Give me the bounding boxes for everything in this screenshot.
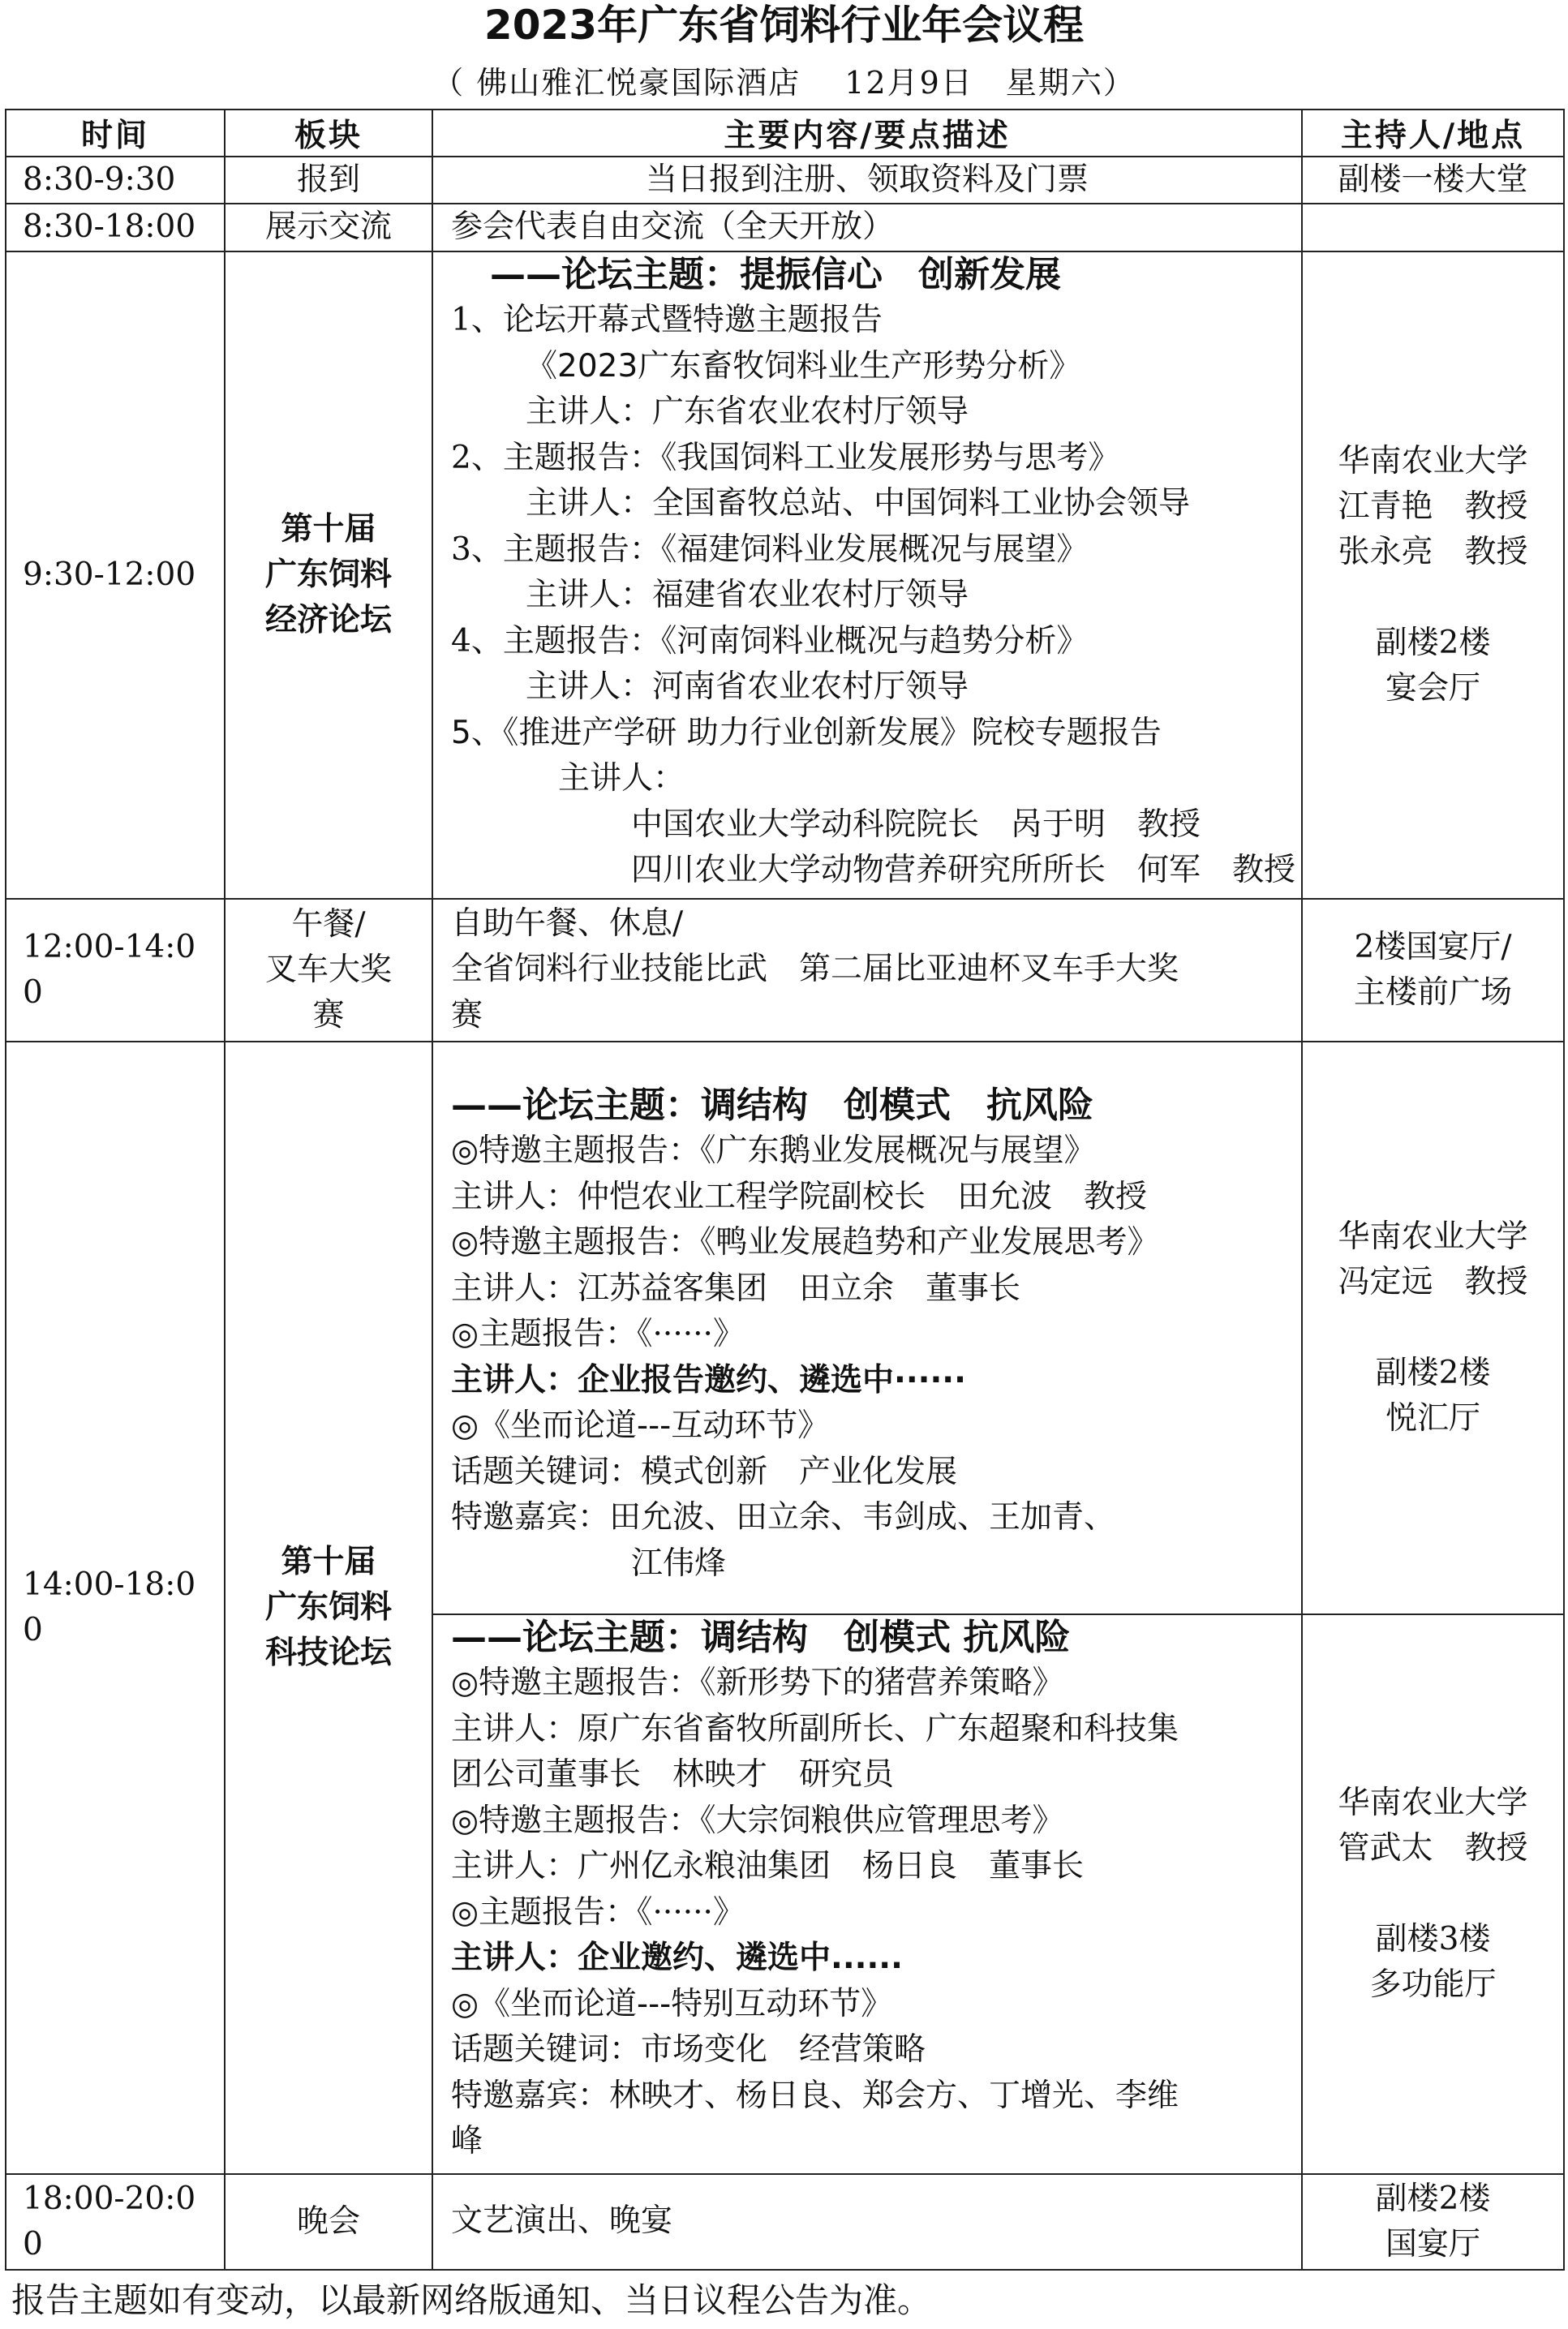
header-host: 主持人/地点 xyxy=(1302,110,1564,157)
agenda-line: 主讲人：福建省农业农村厅领导 xyxy=(526,577,969,613)
tech-forum-time xyxy=(6,1042,225,2174)
tech-forum-session-1-content xyxy=(432,1042,1302,1614)
agenda-line: 特邀嘉宾：林映才、杨日良、郑会方、丁增光、李维 xyxy=(451,2077,1179,2114)
header-track: 板块 xyxy=(225,110,432,157)
tech-forum-session-2-host xyxy=(1302,1614,1564,2174)
agenda-line: 主讲人：河南省农业农村厅领导 xyxy=(526,668,969,705)
agenda-line: 赛 xyxy=(451,996,483,1033)
track-line: 广东饲料 xyxy=(264,556,392,593)
agenda-line: 主讲人：企业报告邀约、遴选中······ xyxy=(451,1361,966,1399)
agenda-line: 四川农业大学动物营养研究所所长 何军 教授 xyxy=(631,852,1296,888)
host-line: 副楼2楼 xyxy=(1375,624,1491,661)
host-line: 副楼3楼 xyxy=(1375,1920,1491,1957)
agenda-line: 特邀嘉宾：田允波、田立余、韦剑成、王加青、 xyxy=(451,1499,1116,1536)
host-line: 悦汇厅 xyxy=(1385,1399,1480,1437)
track-line: 叉车大奖 xyxy=(264,951,392,988)
footnote: 报告主题如有变动，以最新网络版通知、当日议程公告为准。 xyxy=(11,2280,932,2320)
agenda-line: 《2023广东畜牧饲料业生产形势分析》 xyxy=(526,347,1081,385)
track-line: 科技论坛 xyxy=(264,1634,392,1671)
tech-forum-session-2-content xyxy=(432,1614,1302,2174)
agenda-line: 中国农业大学动科院院长 呙于明 教授 xyxy=(631,806,1201,843)
header-row xyxy=(6,110,1564,157)
agenda-line: ◎特邀主题报告：《广东鹅业发展概况与展望》 xyxy=(451,1132,1096,1169)
host-spacer xyxy=(1303,1871,1563,1917)
header-time: 时间 xyxy=(6,110,225,157)
agenda-line: 全省饲料行业技能比武 第二届比亚迪杯叉车手大奖 xyxy=(451,951,1179,988)
agenda-line: 4、主题报告：《河南饲料业概况与趋势分析》 xyxy=(451,622,1089,660)
row-evening xyxy=(6,2174,1564,2270)
agenda-line: ◎《坐而论道---互动环节》 xyxy=(451,1407,830,1444)
forum-theme: ——论坛主题：提振信心 创新发展 xyxy=(490,253,1061,295)
host-line: 华南农业大学 xyxy=(1338,442,1528,479)
host-line: 华南农业大学 xyxy=(1338,1784,1528,1821)
host-line: 冯定远 教授 xyxy=(1338,1263,1528,1300)
agenda-line: 主讲人：原广东省畜牧所副所长、广东超聚和科技集 xyxy=(451,1710,1179,1747)
forum-theme: ——论坛主题：调结构 创模式 抗风险 xyxy=(451,1616,1071,1658)
agenda-line: 江伟烽 xyxy=(631,1545,727,1582)
host-line: 主楼前广场 xyxy=(1353,973,1512,1011)
host-line: 宴会厅 xyxy=(1385,669,1480,707)
agenda-line: 5、《推进产学研 助力行业创新发展》院校专题报告 xyxy=(451,714,1162,751)
economic-forum-track xyxy=(225,251,432,899)
track-line: 赛 xyxy=(312,996,345,1033)
host-line: 华南农业大学 xyxy=(1338,1218,1528,1255)
row-tech-forum-session-1 xyxy=(6,1042,1564,1614)
economic-forum-content xyxy=(432,251,1302,899)
registration-time: 8:30-9:30 xyxy=(6,157,225,204)
exhibition-content: 参会代表自由交流（全天开放） xyxy=(432,204,1302,251)
forum-theme: ——论坛主题：调结构 创模式 抗风险 xyxy=(451,1084,1093,1126)
tech-forum-session-1-host xyxy=(1302,1042,1564,1614)
evening-host xyxy=(1302,2174,1564,2270)
page-title: 2023年广东省饲料行业年会议程 xyxy=(483,2,1085,49)
exhibition-host xyxy=(1302,204,1564,251)
agenda-line: 峰 xyxy=(451,2123,483,2159)
agenda-line: 主讲人：企业邀约、遴选中...... xyxy=(451,1940,903,1976)
page-subtitle: （ 佛山雅汇悦豪国际酒店 12月9日 星期六） xyxy=(432,65,1136,101)
tech-forum-track xyxy=(225,1042,432,2174)
agenda-line: 自助午餐、休息/ xyxy=(451,905,684,942)
agenda-line: ◎特邀主题报告：《鸭业发展趋势和产业发展思考》 xyxy=(451,1224,1159,1261)
track-line: 第十届 xyxy=(281,1543,376,1580)
economic-forum-time: 9:30-12:00 xyxy=(6,251,225,899)
agenda-line: 主讲人：江苏益客集团 田立余 董事长 xyxy=(451,1270,1021,1307)
agenda-line: 主讲人：广东省农业农村厅领导 xyxy=(526,393,969,430)
host-spacer xyxy=(1303,575,1563,621)
agenda-line: 主讲人：仲恺农业工程学院副校长 田允波 教授 xyxy=(451,1178,1148,1215)
lunch-track xyxy=(225,899,432,1042)
track-line: 广东饲料 xyxy=(264,1588,392,1626)
agenda-line: ◎主题报告：《······》 xyxy=(451,1316,745,1352)
time-line: 0 xyxy=(23,1611,43,1648)
agenda-line: 主讲人： xyxy=(558,760,685,797)
agenda-line: ◎特邀主题报告：《新形势下的猪营养策略》 xyxy=(451,1665,1064,1701)
track-line: 第十届 xyxy=(281,510,376,548)
evening-time xyxy=(6,2174,225,2270)
host-line: 国宴厅 xyxy=(1385,2225,1480,2262)
registration-host: 副楼一楼大堂 xyxy=(1302,157,1564,204)
agenda-line: 2、主题报告：《我国饲料工业发展形势与思考》 xyxy=(451,439,1120,476)
host-line: 副楼2楼 xyxy=(1375,2180,1491,2217)
registration-content: 当日报到注册、领取资料及门票 xyxy=(432,157,1302,204)
agenda-line: 1、论坛开幕式暨特邀主题报告 xyxy=(451,302,883,338)
agenda-line: 团公司董事长 林映才 研究员 xyxy=(451,1756,895,1793)
header-content: 主要内容/要点描述 xyxy=(432,110,1302,157)
lunch-content xyxy=(432,899,1302,1042)
time-line: 14:00-18:0 xyxy=(23,1566,196,1603)
exhibition-track: 展示交流 xyxy=(225,204,432,251)
agenda-line: 主讲人：全国畜牧总站、中国饲料工业协会领导 xyxy=(526,485,1191,522)
time-line: 0 xyxy=(23,2225,43,2262)
host-line: 管武太 教授 xyxy=(1338,1829,1528,1867)
row-exhibition xyxy=(6,204,1564,251)
row-registration xyxy=(6,157,1564,204)
time-line: 0 xyxy=(23,973,43,1011)
track-line: 经济论坛 xyxy=(264,601,392,638)
host-line: 2楼国宴厅/ xyxy=(1354,928,1512,965)
host-line: 副楼2楼 xyxy=(1375,1354,1491,1391)
time-line: 18:00-20:0 xyxy=(23,2180,196,2217)
host-spacer xyxy=(1303,1305,1563,1351)
host-line: 江青艳 教授 xyxy=(1338,488,1528,525)
track-line: 午餐/ xyxy=(291,905,366,943)
host-line: 张永亮 教授 xyxy=(1338,533,1528,570)
agenda-table xyxy=(5,109,1565,2271)
agenda-line: 主讲人：广州亿永粮油集团 杨日良 董事长 xyxy=(451,1848,1085,1884)
evening-track: 晚会 xyxy=(225,2174,432,2270)
lunch-time xyxy=(6,899,225,1042)
registration-track: 报到 xyxy=(225,157,432,204)
agenda-line: ◎《坐而论道---特别互动环节》 xyxy=(451,1985,893,2022)
row-economic-forum xyxy=(6,251,1564,899)
row-lunch xyxy=(6,899,1564,1042)
agenda-line: 3、主题报告：《福建饲料业发展概况与展望》 xyxy=(451,531,1089,568)
lunch-host xyxy=(1302,899,1564,1042)
agenda-line: 话题关键词：市场变化 经营策略 xyxy=(451,2031,926,2068)
agenda-line: ◎特邀主题报告：《大宗饲粮供应管理思考》 xyxy=(451,1802,1064,1839)
host-line: 多功能厅 xyxy=(1369,1966,1497,2003)
evening-content: 文艺演出、晚宴 xyxy=(432,2174,1302,2270)
time-line: 12:00-14:0 xyxy=(23,928,196,965)
economic-forum-host xyxy=(1302,251,1564,899)
agenda-line: ◎主题报告：《······》 xyxy=(451,1893,745,1931)
exhibition-time: 8:30-18:00 xyxy=(6,204,225,251)
agenda-line: 话题关键词：模式创新 产业化发展 xyxy=(451,1453,958,1490)
